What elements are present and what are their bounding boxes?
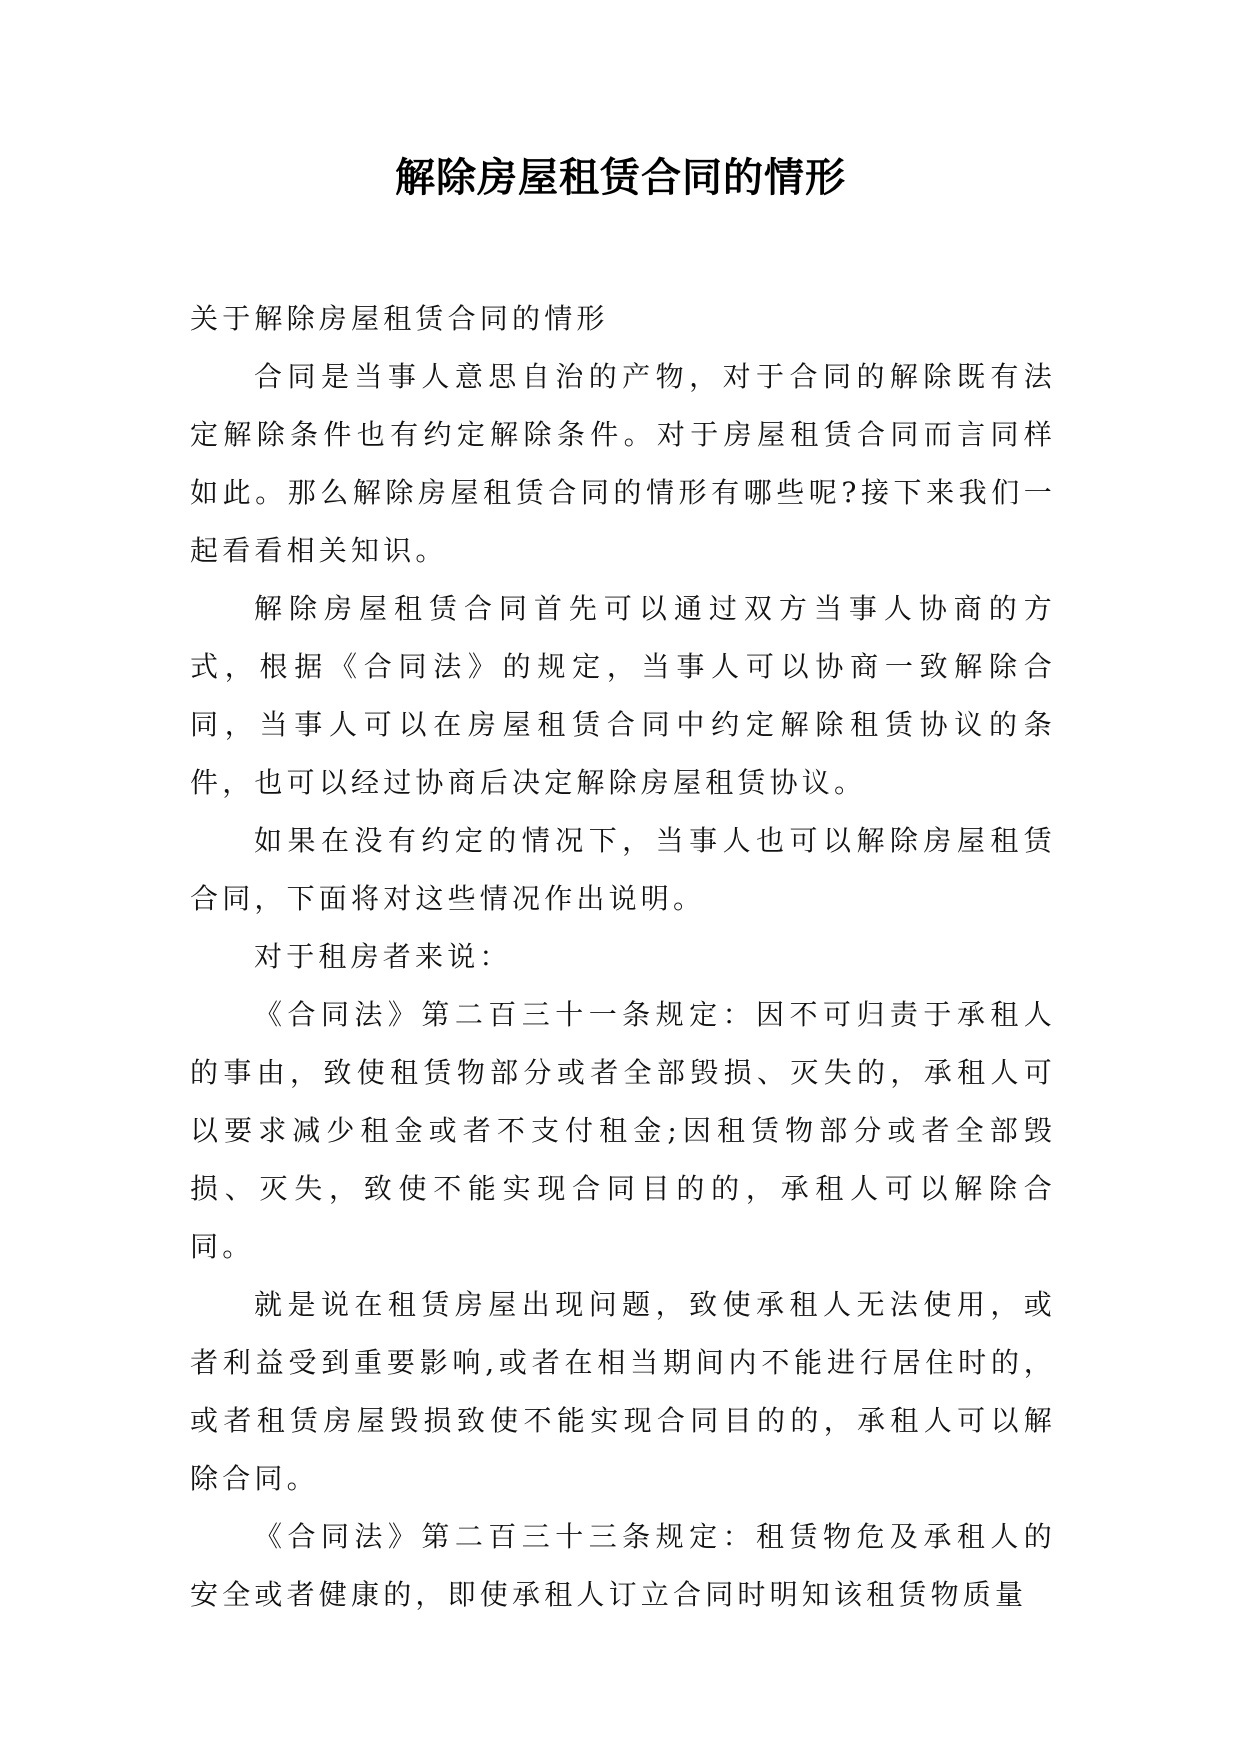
paragraph: 对于租房者来说： xyxy=(254,940,512,973)
paragraph: 《合同法》第二百三十三条规定：租赁物危及承租人的安全或者健康的，即使承租人订立合同时明知该租赁物质量 xyxy=(190,1520,1056,1611)
document-title: 解除房屋租赁合同的情形 xyxy=(395,154,846,201)
document-body xyxy=(190,290,1056,1624)
paragraph: 就是说在租赁房屋出现问题，致使承租人无法使用，或者利益受到重要影响,或者在相当期间内不能进行居住时的，或者租赁房屋毁损致使不能实现合同目的的，承租人可以解除合同。 xyxy=(190,1288,1056,1495)
paragraph-subtitle: 关于解除房屋租赁合同的情形 xyxy=(190,302,609,335)
paragraph: 解除房屋租赁合同首先可以通过双方当事人协商的方式，根据《合同法》的规定，当事人可以协商一致解除合同，当事人可以在房屋租赁合同中约定解除租赁协议的条件，也可以经过协商后决定解除房屋租赁协议。 xyxy=(190,592,1056,799)
paragraph: 如果在没有约定的情况下，当事人也可以解除房屋租赁合同，下面将对这些情况作出说明。 xyxy=(190,824,1056,915)
paragraph: 合同是当事人意思自治的产物，对于合同的解除既有法定解除条件也有约定解除条件。对于房屋租赁合同而言同样如此。那么解除房屋租赁合同的情形有哪些呢?接下来我们一起看看相关知识。 xyxy=(190,360,1056,567)
paragraph: 《合同法》第二百三十一条规定：因不可归责于承租人的事由，致使租赁物部分或者全部毁损、灭失的，承租人可以要求减少租金或者不支付租金;因租赁物部分或者全部毁损、灭失，致使不能实现合同目的的，承租人可以解除合同。 xyxy=(190,998,1056,1263)
